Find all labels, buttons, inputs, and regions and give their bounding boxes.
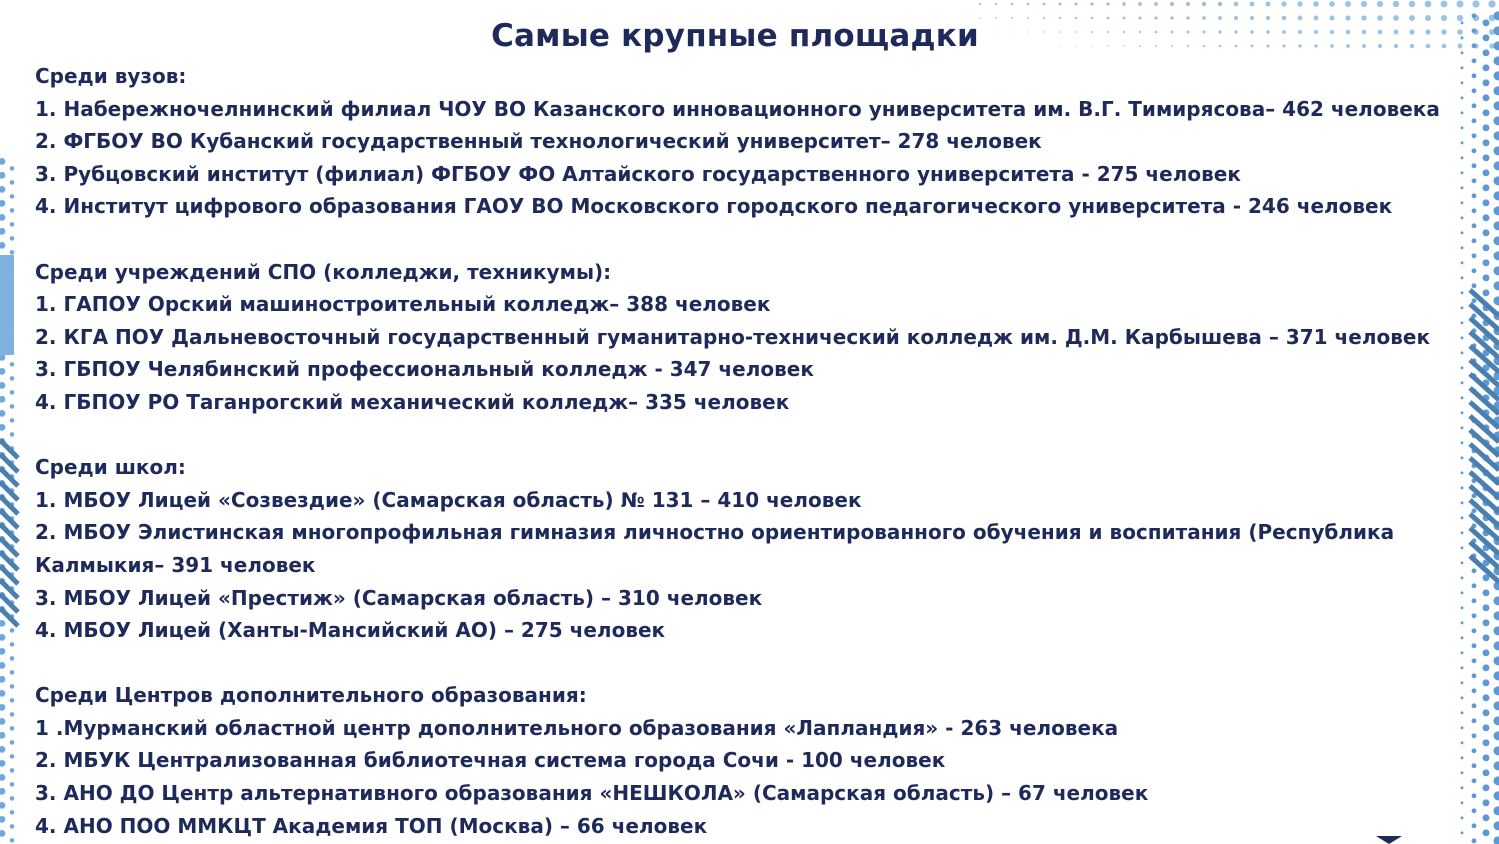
list-item: 3. ГБПОУ Челябинский профессиональный колледж - 347 человек xyxy=(35,357,814,382)
section-heading: Среди школ: xyxy=(35,455,186,480)
list-item: 1. Набережночелнинский филиал ЧОУ ВО Казанского инновационного университета им. В.Г. Тимирясова– 462 человека xyxy=(35,96,1440,121)
section-heading: Среди учреждений СПО (колледжи, техникумы): xyxy=(35,259,612,284)
list-item: 1. МБОУ Лицей «Созвездие» (Самарская область) № 131 – 410 человек xyxy=(35,487,862,512)
list-item: 2. МБУК Централизованная библиотечная система города Сочи - 100 человек xyxy=(35,748,946,773)
section-heading: Среди Центров дополнительного образования: xyxy=(35,683,587,708)
list-item: 2. МБОУ Элистинская многопрофильная гимназия личностно ориентированного обучения и воспитания (Республика Калмыкия– 391 человек xyxy=(35,520,1395,577)
list-item: 2. КГА ПОУ Дальневосточный государственный гуманитарно-технический колледж им. Д.М. Карбышева – 371 человек xyxy=(35,324,1431,349)
list-item: 3. МБОУ Лицей «Престиж» (Самарская область) – 310 человек xyxy=(35,585,763,610)
decorative-triangle xyxy=(1376,836,1402,844)
list-item: 3. АНО ДО Центр альтернативного образования «НЕШКОЛА» (Самарская область) – 67 человек xyxy=(35,781,1149,806)
list-item: 4. ГБПОУ РО Таганрогский механический колледж– 335 человек xyxy=(35,389,790,414)
list-item: 1. ГАПОУ Орский машиностроительный колледж– 388 человек xyxy=(35,292,771,317)
section-universities xyxy=(35,60,1455,223)
list-item: 1 .Мурманский областной центр дополнительного образования «Лапландия» - 263 человека xyxy=(35,715,1119,740)
list-item: 2. ФГБОУ ВО Кубанский государственный технологический университет– 278 человек xyxy=(35,129,1042,154)
section-additional-education xyxy=(35,679,1455,842)
section-heading: Среди вузов: xyxy=(35,64,187,88)
list-item: 4. Институт цифрового образования ГАОУ ВО Московского городского педагогического университета - 246 человек xyxy=(35,194,1393,219)
section-schools xyxy=(35,451,1455,647)
list-item: 4. МБОУ Лицей (Ханты-Мансийский АО) – 275 человек xyxy=(35,618,666,643)
list-item: 3. Рубцовский институт (филиал) ФГБОУ ФО Алтайского государственного университета - 275 человек xyxy=(35,161,1241,186)
slide-content xyxy=(35,60,1455,842)
list-item: 4. АНО ПОО ММКЦТ Академия ТОП (Москва) – 66 человек xyxy=(35,813,708,838)
section-colleges xyxy=(35,256,1455,419)
slide-title: Самые крупные площадки xyxy=(491,18,979,54)
